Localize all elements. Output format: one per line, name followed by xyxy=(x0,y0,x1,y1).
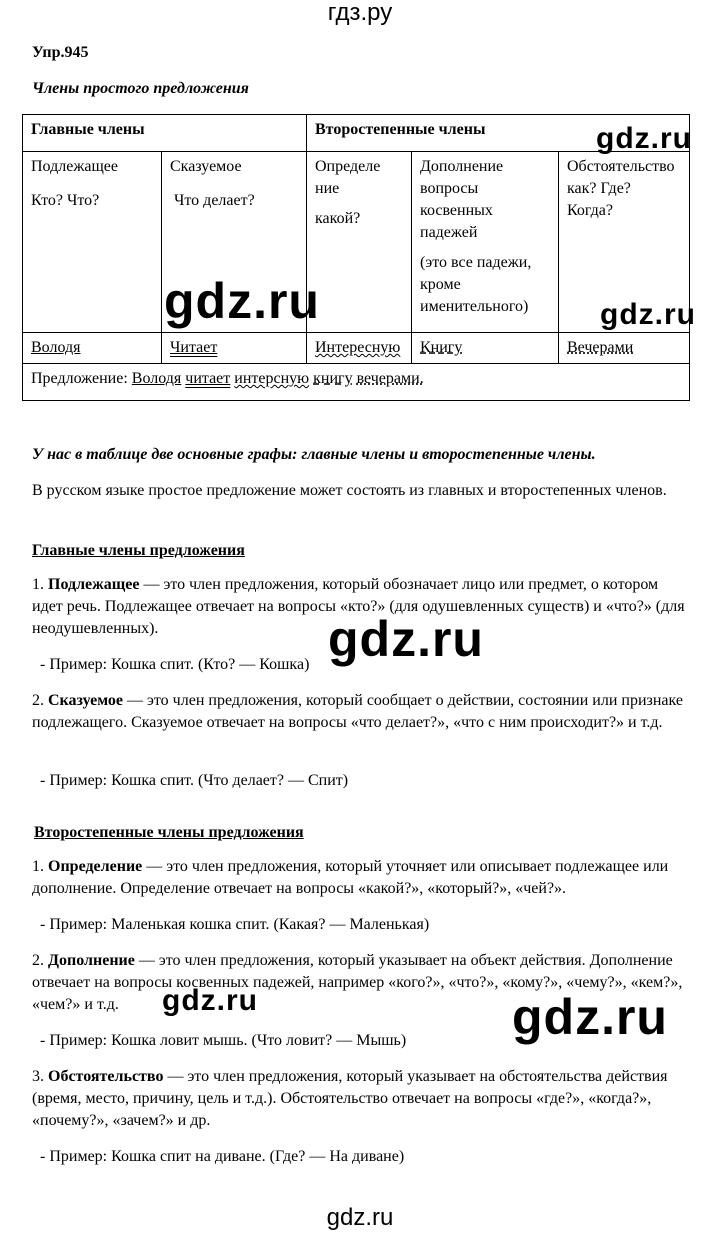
secondary-item-object-example: - Пример: Кошка ловит мышь. (Что ловит? — Мышь) xyxy=(40,1032,407,1049)
item-number: 2. xyxy=(32,692,44,709)
watermark: gdz.ru xyxy=(512,989,668,1045)
table-examples-row xyxy=(23,333,690,364)
table-header-row xyxy=(23,115,690,152)
sentence-members-table xyxy=(22,114,690,401)
object-note1: (это все падежи, xyxy=(420,254,532,271)
watermark: gdz.ru xyxy=(600,298,696,331)
table-sentence-row xyxy=(23,364,690,401)
exercise-number: Упр.945 xyxy=(32,44,89,61)
site-footer: gdz.ru xyxy=(326,1204,394,1231)
item-term: Сказуемое xyxy=(48,692,124,709)
object-note3: именительного) xyxy=(420,298,529,315)
intro-italic: У нас в таблице две основные графы: главные члены и второстепенные члены. xyxy=(32,446,596,463)
example-object-cell xyxy=(412,333,559,364)
subject-title: Подлежащее xyxy=(31,158,118,175)
circumstance-line2: как? Где? xyxy=(567,180,631,197)
example-circumstance-cell xyxy=(559,333,690,364)
sentence-predicate: читает xyxy=(185,370,231,387)
attribute-question: какой? xyxy=(315,210,361,227)
subject-question: Кто? Что? xyxy=(31,192,100,209)
page-subtitle: Члены простого предложения xyxy=(32,80,249,97)
secondary-item-attribute xyxy=(32,856,692,900)
site-header: гдз.ру xyxy=(327,0,393,26)
sentence-cell xyxy=(23,364,690,401)
object-line2: вопросы xyxy=(420,180,479,197)
watermark: gdz.ru xyxy=(162,984,258,1017)
example-predicate-cell xyxy=(162,333,307,364)
item-text: — это член предложения, который указывает на обстоятельства действия (время, место, причину, цель и т.д.). Обстоятельство отвечает на вопросы «где?», «когда?», «почему?», «зачем?» и др. xyxy=(32,1068,668,1129)
predicate-title: Сказуемое xyxy=(170,158,242,175)
sentence-subject: Володя xyxy=(131,370,182,387)
example-subject-cell xyxy=(23,333,162,364)
circumstance-line3: Когда? xyxy=(567,202,613,219)
sentence-label: Предложение: xyxy=(31,370,128,387)
item-number: 3. xyxy=(32,1068,44,1085)
item-number: 1. xyxy=(32,858,44,875)
example-attribute: Интересную xyxy=(315,339,401,356)
item-term: Дополнение xyxy=(48,952,135,969)
item-text: — это член предложения, который уточняет или описывает подлежащее или дополнение. Определение отвечает на вопросы «какой?», «который?», «чей?». xyxy=(32,858,669,897)
watermark: gdz.ru xyxy=(164,273,320,329)
subject-cell xyxy=(23,152,162,333)
secondary-members-header: Второстепенные члены xyxy=(307,115,690,152)
sentence-attribute: интерсную xyxy=(234,370,310,387)
example-attribute-cell xyxy=(307,333,412,364)
attribute-line1: Определе xyxy=(315,158,381,175)
predicate-question: Что делает? xyxy=(174,192,255,209)
object-note2: кроме xyxy=(420,276,461,293)
main-item-subject-example: - Пример: Кошка спит. (Кто? — Кошка) xyxy=(40,656,310,673)
attribute-line2: ние xyxy=(315,180,340,197)
table-definitions-row xyxy=(23,152,690,333)
example-predicate: Читает xyxy=(170,339,218,356)
main-members-header: Главные члены xyxy=(23,115,307,152)
main-item-predicate-example: - Пример: Кошка спит. (Что делает? — Спит) xyxy=(40,772,349,789)
main-section-title: Главные члены предложения xyxy=(32,542,245,559)
item-term: Определение xyxy=(48,858,143,875)
secondary-item-circumstance xyxy=(32,1066,692,1132)
attribute-cell xyxy=(307,152,412,333)
secondary-item-circumstance-example: - Пример: Кошка спит на диване. (Где? — На диване) xyxy=(40,1148,405,1165)
item-text: — это член предложения, который обозначает лицо или предмет, о котором идет речь. Подлежащее отвечает на вопросы «кто?» (для одушевленных существ) и «что?» (для неодушевленных). xyxy=(32,576,685,637)
item-text: — это член предложения, который указывает на объект действия. Дополнение отвечает на вопросы косвенных падежей, например «кого?», «что?», «кому?», «чему?», «кем?», «чем?» и т.д. xyxy=(32,952,683,1013)
watermark: gdz.ru xyxy=(328,611,484,667)
intro-paragraph: В русском языке простое предложение может состоять из главных и второстепенных членов. xyxy=(32,482,667,499)
example-circumstance: Вечерами xyxy=(567,339,634,356)
circumstance-line1: Обстоятельство xyxy=(567,158,675,175)
sentence-object: книгу xyxy=(313,370,353,387)
item-term: Подлежащее xyxy=(48,576,140,593)
secondary-item-attribute-example: - Пример: Маленькая кошка спит. (Какая? — Маленькая) xyxy=(40,916,430,933)
object-line3: косвенных xyxy=(420,202,493,219)
item-text: — это член предложения, который сообщает о действии, состоянии или признаке подлежащего. Сказуемое отвечает на вопросы «что делает?», «что с ним происходит?» и т.д. xyxy=(32,692,683,731)
watermark: gdz.ru xyxy=(596,122,692,155)
sentence-circumstance: вечерами. xyxy=(356,370,424,387)
object-cell xyxy=(412,152,559,333)
object-line1: Дополнение xyxy=(420,158,504,175)
example-object: Книгу xyxy=(420,339,463,356)
example-subject: Володя xyxy=(31,339,81,356)
main-item-predicate xyxy=(32,690,692,734)
secondary-section-title: Второстепенные члены предложения xyxy=(34,824,304,841)
item-number: 1. xyxy=(32,576,44,593)
item-term: Обстоятельство xyxy=(48,1068,164,1085)
object-line4: падежей xyxy=(420,224,478,241)
item-number: 2. xyxy=(32,952,44,969)
